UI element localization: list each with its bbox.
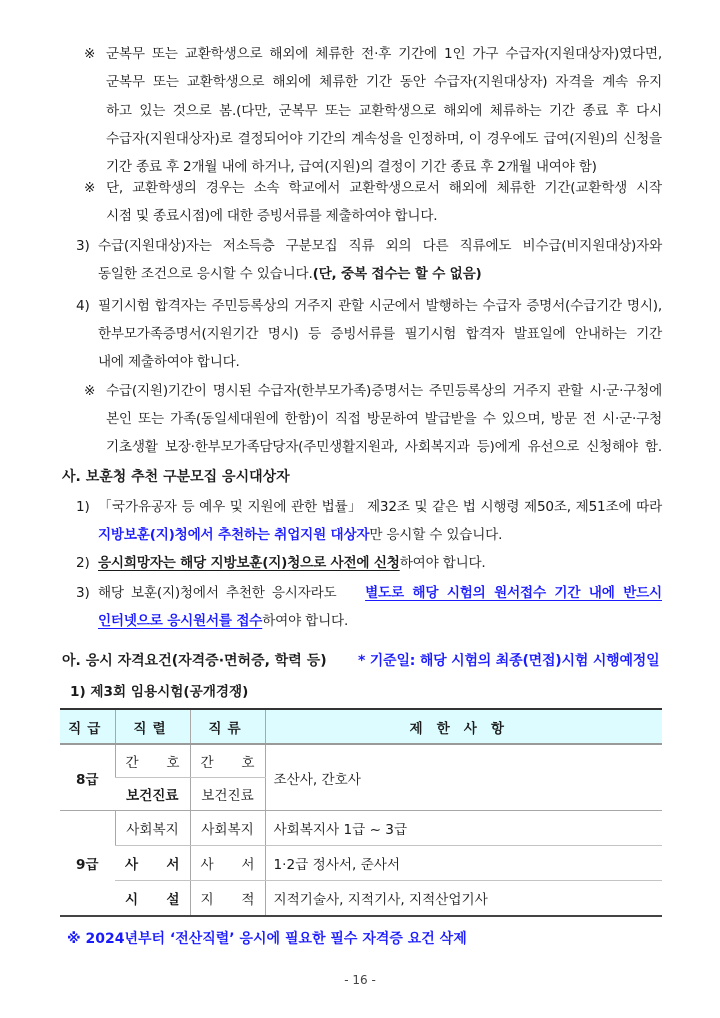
section-heading: 아. 응시 자격요건(자격증·면허증, 학력 등) bbox=[62, 653, 327, 669]
item-number: 3) bbox=[76, 238, 90, 254]
it-series-note: ※ 2024년부터 ‘전산직렬’ 응시에 필요한 필수 자격증 요건 삭제 bbox=[67, 931, 467, 947]
restriction-cell: 지적기술사, 지적기사, 지적산업기사 bbox=[265, 881, 662, 917]
series-cell: 간 호 bbox=[115, 744, 190, 778]
item-text: 만 응시할 수 있습니다. bbox=[369, 527, 503, 543]
item-text: 하여야 합니다. bbox=[262, 613, 349, 629]
class-cell: 보건진료 bbox=[190, 778, 265, 811]
item-line: 필기시험 합격자는 주민등록상의 거주지 관할 시군에서 발행하는 수급자 증명서(수급기간 명시), bbox=[98, 298, 662, 314]
item-number: 1) bbox=[76, 499, 90, 515]
qualification-table bbox=[60, 708, 662, 917]
emphasis-text: 별도로 해당 시험의 원서접수 기간 내에 반드시 bbox=[365, 585, 662, 601]
section-heading: 사. 보훈청 추천 구분모집 응시대상자 bbox=[62, 469, 290, 485]
subheading-exam: 1) 제3회 임용시험(공개경쟁) bbox=[70, 684, 249, 700]
series-cell: 사 서 bbox=[115, 846, 190, 881]
item-bold-note: (단, 중복 접수는 할 수 없음) bbox=[312, 266, 482, 282]
restriction-cell: 조산사, 간호사 bbox=[265, 744, 662, 811]
item-line bbox=[98, 264, 482, 284]
header-series: 직렬 bbox=[115, 709, 190, 744]
item-line bbox=[98, 611, 348, 631]
table-row bbox=[60, 881, 662, 917]
note-line: 기간 종료 후 2개월 내에 하거나, 급여(지원)의 결정이 기간 종료 후 2개월 내여야 함) bbox=[106, 159, 597, 175]
underlined-emphasis: 응시희망자는 해당 지방보훈(지)청으로 사전에 신청 bbox=[98, 555, 400, 571]
note-line: 수급자(지원대상자)로 결정되어야 기간의 계속성을 인정하며, 이 경우에도 급여(지원)의 신청을 bbox=[106, 131, 662, 147]
header-restriction: 제한사항 bbox=[265, 709, 662, 744]
item-text: 하여야 합니다. bbox=[399, 555, 486, 571]
table-row bbox=[60, 744, 662, 778]
table-row bbox=[60, 846, 662, 881]
series-cell: 보건진료 bbox=[115, 778, 190, 811]
grade-cell: 9급 bbox=[60, 811, 115, 917]
restriction-cell: 1·2급 정사서, 준사서 bbox=[265, 846, 662, 881]
item-number: 3) bbox=[76, 585, 90, 601]
note-line: 하고 있는 것으로 봄.(다만, 군복무 또는 교환학생으로 해외에 체류하는 기간 종료 후 다시 bbox=[106, 103, 662, 119]
item-line bbox=[98, 583, 662, 603]
emphasis-text: 인터넷으로 응시원서를 접수 bbox=[98, 613, 263, 629]
note-symbol: ※ bbox=[84, 46, 96, 62]
header-class: 직류 bbox=[190, 709, 265, 744]
item-number: 2) bbox=[76, 555, 90, 571]
table-row bbox=[60, 811, 662, 846]
item-line: 「국가유공자 등 예우 및 지원에 관한 법률」 제32조 및 같은 법 시행령 제50조, 제51조에 따라 bbox=[98, 499, 662, 515]
note-line: 본인 또는 가족(동일세대원에 한함)이 직접 방문하여 발급받을 수 있으며, 방문 전 시·군·구청 bbox=[106, 411, 662, 427]
series-cell: 시 설 bbox=[115, 881, 190, 917]
reference-date-note: * 기준일: 해당 시험의 최종(면접)시험 시행예정일 bbox=[358, 653, 660, 669]
note-symbol: ※ bbox=[84, 180, 96, 196]
grade-cell: 8급 bbox=[60, 744, 115, 811]
note-symbol: ※ bbox=[84, 383, 96, 399]
class-cell: 사 서 bbox=[190, 846, 265, 881]
table-header-row bbox=[60, 709, 662, 744]
item-line bbox=[98, 553, 486, 573]
note-line: 수급(지원)기간이 명시된 수급자(한부모가족)증명서는 주민등록상의 거주지 관할 시·군·구청에 bbox=[106, 383, 662, 399]
item-line: 한부모가족증명서(지원기간 명시) 등 증빙서류를 필기시험 합격자 발표일에 안내하는 기간 bbox=[98, 326, 662, 342]
emphasis-text: 지방보훈(지)청에서 추천하는 취업지원 대상자 bbox=[98, 527, 370, 543]
note-line: 단, 교환학생의 경우는 소속 학교에서 교환학생으로서 해외에 체류한 기간(교환학생 시작 bbox=[106, 180, 662, 196]
note-line: 시점 및 종료시점)에 대한 증빙서류를 제출하여야 합니다. bbox=[106, 208, 438, 224]
note-line: 군복무 또는 교환학생으로 해외에 체류한 전·후 기간에 1인 가구 수급자(지원대상자)였다면, bbox=[106, 46, 662, 62]
series-cell: 사회복지 bbox=[115, 811, 190, 846]
item-line: 수급(지원대상)자는 저소득층 구분모집 직류 외의 다른 직류에도 비수급(비지원대상)자와 bbox=[98, 238, 662, 254]
note-line: 기초생활 보장·한부모가족담당자(주민생활지원과, 사회복지과 등)에게 유선으로 신청해야 함. bbox=[106, 439, 662, 455]
item-line: 내에 제출하여야 합니다. bbox=[98, 354, 240, 370]
class-cell: 지 적 bbox=[190, 881, 265, 917]
note-line: 군복무 또는 교환학생으로 해외에 체류한 기간 동안 수급자(지원대상자) 자격을 계속 유지 bbox=[106, 74, 662, 90]
class-cell: 사회복지 bbox=[190, 811, 265, 846]
item-line bbox=[98, 525, 502, 545]
item-number: 4) bbox=[76, 298, 90, 314]
class-cell: 간 호 bbox=[190, 744, 265, 778]
item-text: 동일한 조건으로 응시할 수 있습니다. bbox=[98, 266, 313, 282]
item-text: 해당 보훈(지)청에서 추천한 응시자라도 bbox=[98, 585, 337, 601]
header-grade: 직급 bbox=[60, 709, 115, 744]
page-number: - 16 - bbox=[344, 973, 376, 987]
restriction-cell: 사회복지사 1급 ~ 3급 bbox=[265, 811, 662, 846]
